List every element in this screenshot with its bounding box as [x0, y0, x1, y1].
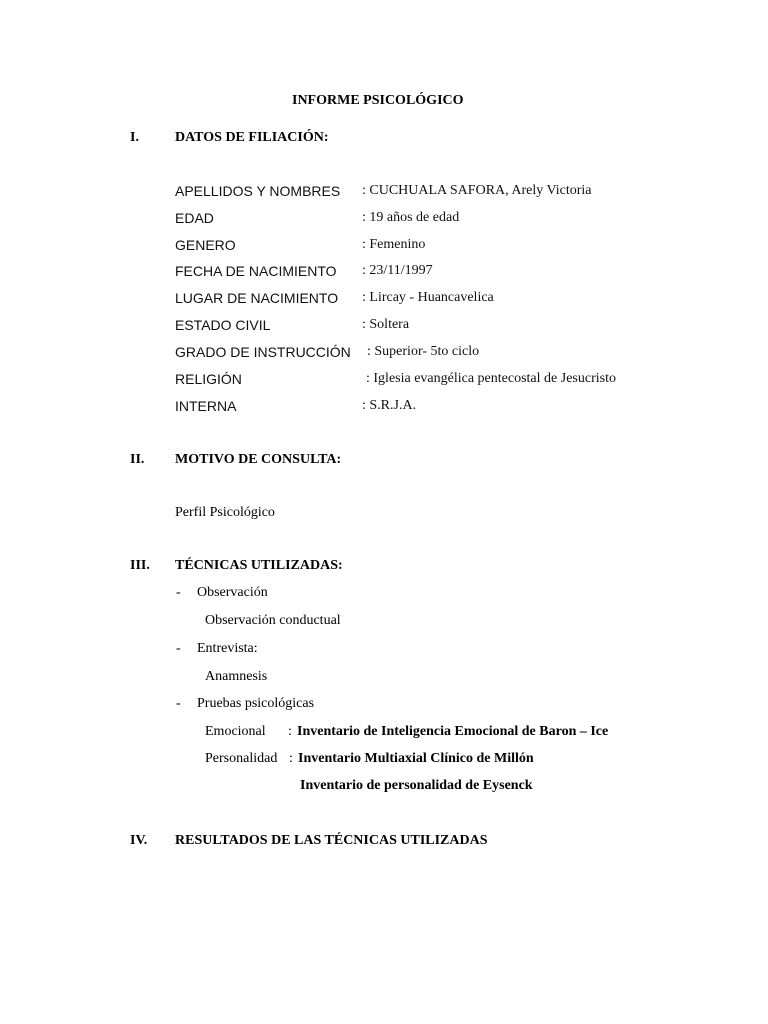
- section-2-number: II.: [130, 452, 145, 467]
- observacion-detail: Observación conductual: [205, 613, 341, 628]
- filiacion-value: : Superior- 5to ciclo: [367, 344, 480, 359]
- filiacion-label: GENERO: [175, 237, 236, 253]
- filiacion-label: LUGAR DE NACIMIENTO: [175, 290, 339, 306]
- filiacion-label: APELLIDOS Y NOMBRES: [175, 183, 341, 199]
- section-1-title: DATOS DE FILIACIÓN:: [175, 130, 329, 145]
- section-1-number: I.: [130, 130, 139, 145]
- emocional-separator: :: [288, 724, 292, 739]
- motivo-text: Perfil Psicológico: [175, 505, 275, 520]
- filiacion-value: : Femenino: [362, 237, 426, 252]
- personalidad-test-2: Inventario de personalidad de Eysenck: [300, 778, 533, 793]
- personalidad-test: Inventario Multiaxial Clínico de Millón: [298, 751, 534, 766]
- filiacion-value: : Soltera: [362, 317, 410, 332]
- section-4-number: IV.: [130, 833, 148, 848]
- section-3-title: TÉCNICAS UTILIZADAS:: [175, 558, 343, 573]
- filiacion-value: : Lircay - Huancavelica: [362, 290, 494, 305]
- filiacion-value: : S.R.J.A.: [362, 398, 417, 413]
- section-4-title: RESULTADOS DE LAS TÉCNICAS UTILIZADAS: [175, 833, 488, 848]
- emocional-test: Inventario de Inteligencia Emocional de Baron – Ice: [297, 724, 609, 739]
- list-dash: -: [176, 641, 181, 656]
- emocional-label: Emocional: [205, 724, 266, 739]
- filiacion-label: EDAD: [175, 210, 214, 226]
- observacion-title: Observación: [197, 585, 268, 600]
- list-dash: -: [176, 585, 181, 600]
- filiacion-label: INTERNA: [175, 398, 237, 414]
- personalidad-label: Personalidad: [205, 751, 278, 766]
- filiacion-label: FECHA DE NACIMIENTO: [175, 263, 337, 279]
- filiacion-label: RELIGIÓN: [175, 371, 242, 387]
- filiacion-value: : Iglesia evangélica pentecostal de Jesucristo: [366, 371, 616, 386]
- section-3-number: III.: [130, 558, 150, 573]
- filiacion-value: : 19 años de edad: [362, 210, 460, 225]
- personalidad-separator: :: [289, 751, 293, 766]
- section-2-title: MOTIVO DE CONSULTA:: [175, 452, 342, 467]
- document-title: INFORME PSICOLÓGICO: [292, 93, 464, 108]
- list-dash: -: [176, 696, 181, 711]
- filiacion-label: ESTADO CIVIL: [175, 317, 271, 333]
- entrevista-detail: Anamnesis: [205, 669, 268, 684]
- filiacion-value: : CUCHUALA SAFORA, Arely Victoria: [362, 183, 592, 198]
- filiacion-label: GRADO DE INSTRUCCIÓN: [175, 344, 351, 360]
- pruebas-title: Pruebas psicológicas: [197, 696, 315, 711]
- entrevista-title: Entrevista:: [197, 641, 258, 656]
- filiacion-value: : 23/11/1997: [362, 263, 433, 278]
